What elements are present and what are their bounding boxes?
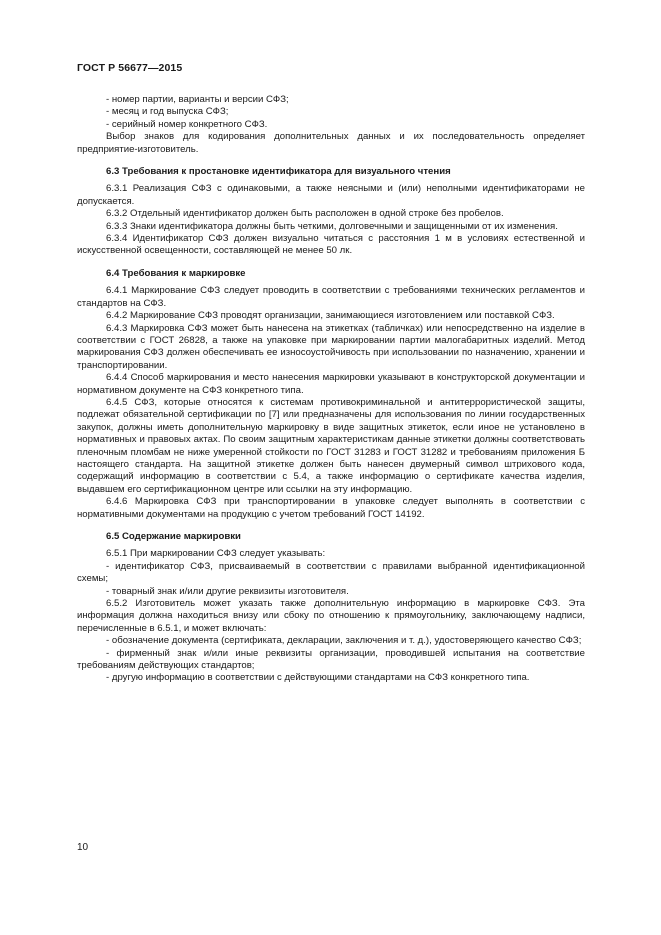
paragraph-6-5-2: 6.5.2 Изготовитель может указать также дополнительную информацию в маркировке СФЗ. Эта информация должна находиться внизу или сбоку по отношению к прямоугольнику, заключающему надписи, перечисленные в 6.5.1, и может включать: — [77, 598, 585, 634]
list-item-identifier: - идентификатор СФЗ, присваиваемый в соответствии с правилами выбранной идентификационной схемы; — [77, 560, 585, 585]
paragraph-6-4-6: 6.4.6 Маркировка СФЗ при транспортировании в упаковке следует выполнять в соответствии с нормативными документами на продукцию с учетом требований ГОСТ 14192. — [77, 496, 585, 520]
paragraph-6-3-1: 6.3.1 Реализация СФЗ с одинаковыми, а также неясными и (или) неполными идентификаторами не допускается. — [77, 183, 585, 207]
list-item-batch: - номер партии, варианты и версии СФЗ; — [106, 94, 289, 105]
list-item-date: - месяц и год выпуска СФЗ; — [106, 106, 229, 118]
paragraph-6-3-2: 6.3.2 Отдельный идентификатор должен быть расположен в одной строке без пробелов. — [106, 208, 504, 220]
paragraph-6-5-1: 6.5.1 При маркировании СФЗ следует указывать: — [106, 548, 326, 560]
document-header: ГОСТ Р 56677—2015 — [77, 62, 183, 74]
page-number: 10 — [77, 842, 89, 853]
list-item-other-info: - другую информацию в соответствии с действующими стандартами на СФЗ конкретного типа. — [106, 672, 530, 684]
section-heading-6-4: 6.4 Требования к маркировке — [106, 267, 246, 279]
section-heading-6-5: 6.5 Содержание маркировки — [106, 531, 241, 542]
paragraph-6-4-1: 6.4.1 Маркирование СФЗ следует проводить в соответствии с требованиями технических регламентов и стандартов на СФЗ. — [77, 285, 585, 309]
paragraph-encoding: Выбор знаков для кодирования дополнительных данных и их последовательность определяет предприятие-изготовитель. — [77, 131, 585, 155]
paragraph-6-4-5: 6.4.5 СФЗ, которые относятся к системам противокриминальной и антитеррористической защиты, подлежат обязательной сертификации по [7] или предназначены для использования по линии государственных закупок, должны иметь дополнительную маркировку в виде защитных этикеток, если иное не установлено в нормативных и правовых актах. По своим защитным характеристикам данные этикетки должны соответствовать пленочным пломбам не ниже умеренной стойкости по ГОСТ 31283 и ГОСТ 31282 и требованиям приложения Б настоящего стандарта. На защитной этикетке должен быть нанесен двумерный символ штрихового кода, содержащий информацию в соответствии с 5.4, а также информацию о сертификате качества изделия, выдавшем его сертификационном центре или ссылки на эту информацию. — [77, 396, 585, 495]
section-heading-6-3: 6.3 Требования к простановке идентификатора для визуального чтения — [106, 166, 451, 178]
paragraph-6-4-3: 6.4.3 Маркировка СФЗ может быть нанесена на этикетках (табличках) или непосредственно на изделие в соответствии с ГОСТ 26828, а также на упаковке при маркировании партии малогабаритных изделий. Метод маркирования СФЗ должен обеспечивать ее износоустойчивость при использовании по назначению, хранении и транспортировании. — [77, 322, 585, 371]
list-item-document: - обозначение документа (сертификата, декларации, заключения и т. д.), удостоверяющего качество СФЗ; — [106, 635, 582, 647]
paragraph-6-4-4: 6.4.4 Способ маркирования и место нанесения маркировки указывают в конструкторской документации и нормативном документе на СФЗ конкретного типа. — [77, 372, 585, 396]
paragraph-6-3-4: 6.3.4 Идентификатор СФЗ должен визуально читаться с расстояния 1 м в условиях естественной и искусственной освещенности, составляющей не менее 50 лк. — [77, 233, 585, 257]
list-item-serial: - серийный номер конкретного СФЗ. — [106, 118, 268, 130]
list-item-brand: - фирменный знак и/или иные реквизиты организации, проводившей испытания на соответствие требованиям действующих стандартов; — [77, 647, 585, 672]
list-item-trademark: - товарный знак и/или другие реквизиты изготовителя. — [106, 585, 349, 597]
document-body — [77, 94, 585, 685]
paragraph-6-4-2: 6.4.2 Маркирование СФЗ проводят организации, занимающиеся изготовлением или поставкой СФЗ. — [106, 310, 555, 322]
paragraph-6-3-3: 6.3.3 Знаки идентификатора должны быть четкими, долговечными и защищенными от их изменения. — [106, 220, 558, 232]
